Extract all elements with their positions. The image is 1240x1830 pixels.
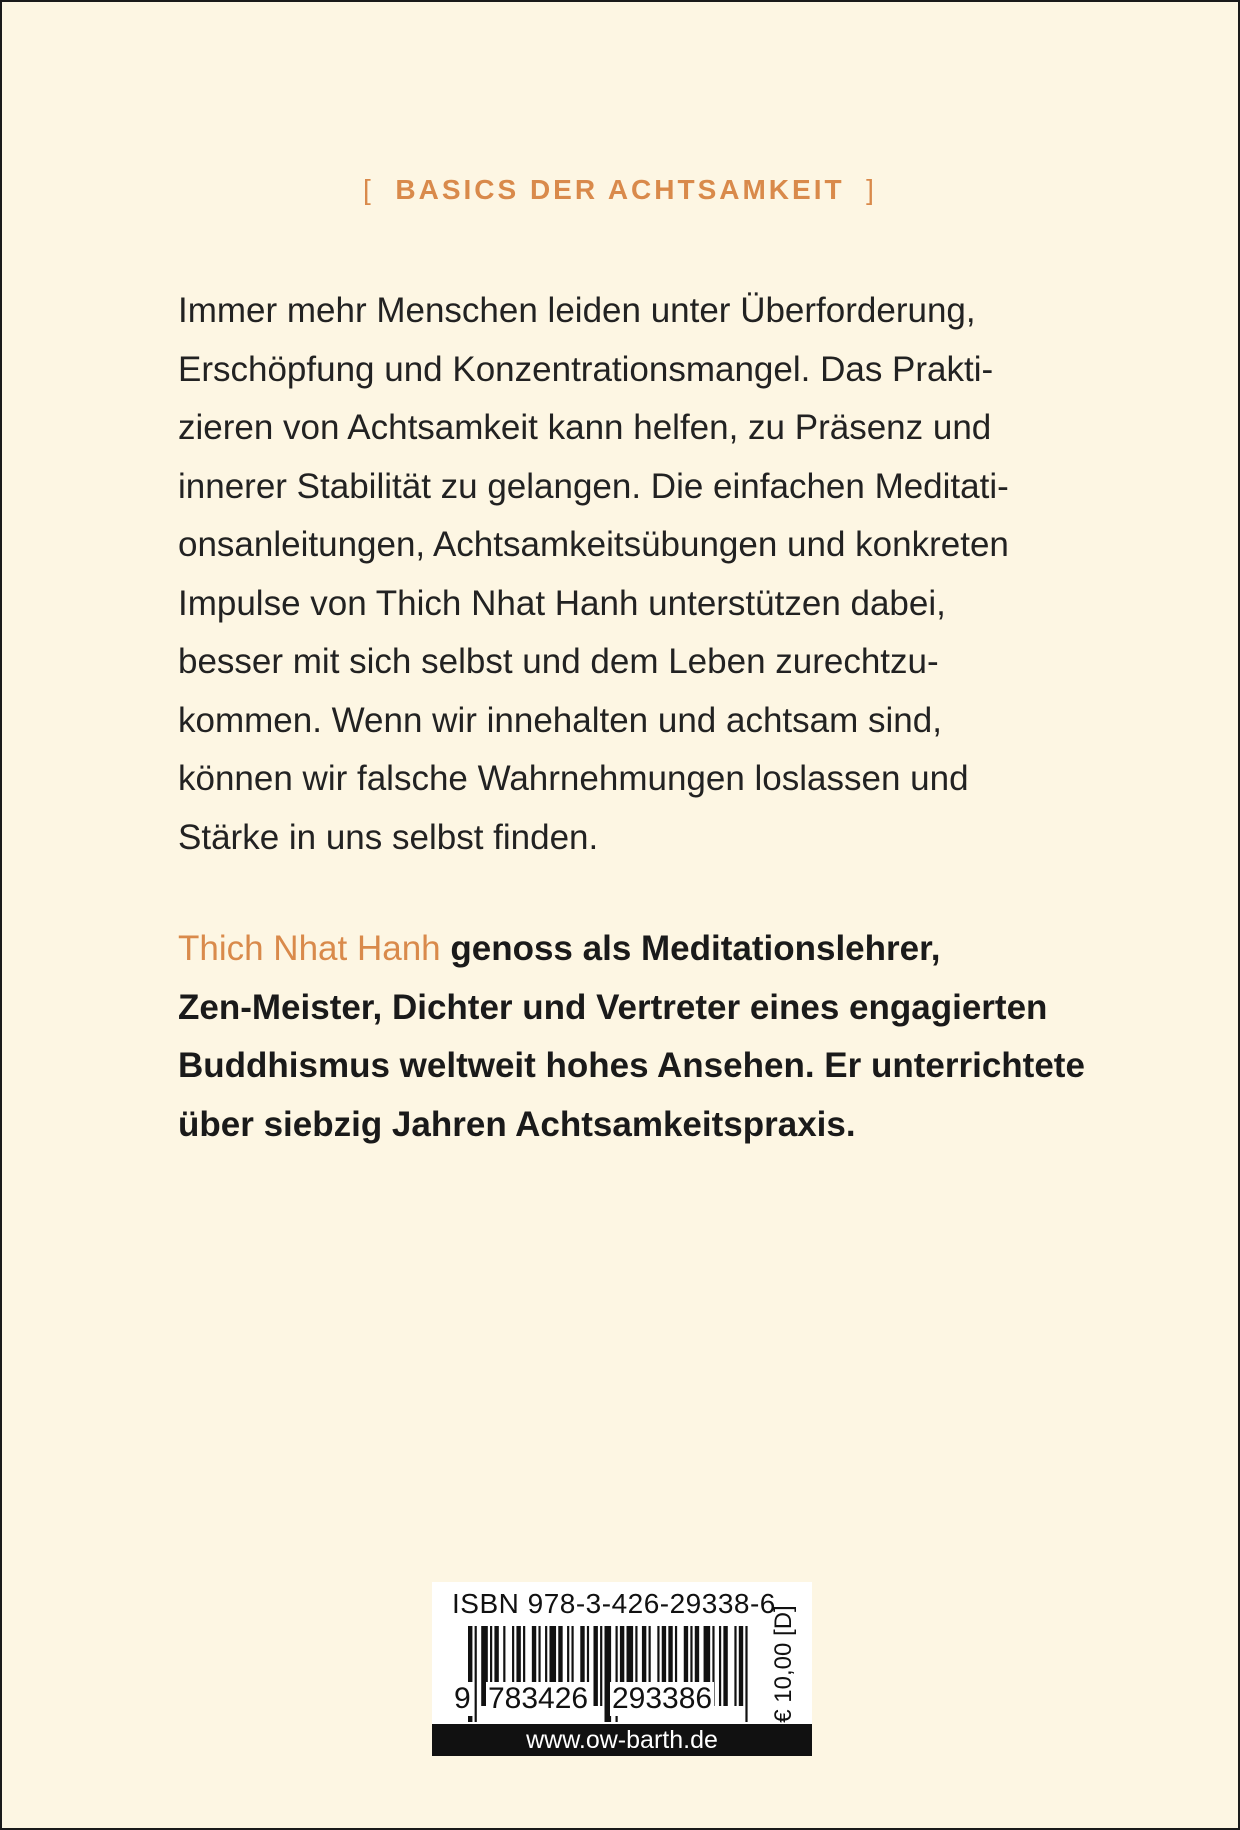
barcode-digit-first: 9 (454, 1682, 471, 1715)
barcode-digit-group-2: 293386 (612, 1682, 713, 1715)
author-bio-line: über siebzig Jahren Achtsamkeitspraxis. (178, 1104, 856, 1144)
price-label: € 10,00 [D] (770, 1605, 797, 1723)
kicker-text: BASICS DER ACHTSAMKEIT (395, 174, 845, 205)
barcode-digit-group-1: 783426 (488, 1682, 589, 1715)
kicker-open-bracket: [ (363, 174, 374, 205)
price-label-wrap (764, 1605, 804, 1723)
blurb-line: onsanleitungen, Achtsamkeitsübungen und konkreten (178, 525, 1009, 564)
author-name: Thich Nhat Hanh (178, 929, 441, 968)
isbn-label: ISBN 978-3-426-29338-6 (452, 1588, 776, 1619)
blurb-line: Erschöpfung und Konzentrationsmangel. Das Prakti- (178, 349, 994, 389)
blurb-line: können wir falsche Wahrnehmungen loslassen und (178, 759, 969, 798)
blurb-line: Immer mehr Menschen leiden unter Überforderung, (178, 291, 976, 330)
publisher-website: www.ow-barth.de (432, 1724, 812, 1756)
blurb-line: zieren von Achtsamkeit kann helfen, zu Präsenz und (178, 408, 992, 447)
author-bio-line: Buddhismus weltweit hohes Ansehen. Er unterrichtete (178, 1046, 1085, 1085)
author-bio-first-line-rest: genoss als Meditationslehrer, (440, 929, 941, 968)
kicker-close-bracket: ] (866, 174, 877, 205)
blurb-line: besser mit sich selbst und dem Leben zurechtzu- (178, 642, 939, 681)
blurb-line: Impulse von Thich Nhat Hanh unterstützen dabei, (178, 583, 946, 623)
author-bio-line: Zen-Meister, Dichter und Vertreter eines engagierten (178, 987, 1048, 1027)
series-kicker (2, 174, 1238, 206)
blurb-line: Stärke in uns selbst finden. (178, 817, 599, 857)
book-blurb (178, 282, 1078, 867)
author-bio (178, 920, 1118, 1154)
author-bio-line (178, 920, 1118, 979)
blurb-line: innerer Stabilität zu gelangen. Die einfachen Meditati- (178, 466, 1009, 506)
barcode-box (432, 1582, 812, 1756)
blurb-line: kommen. Wenn wir innehalten und achtsam sind, (178, 700, 942, 740)
